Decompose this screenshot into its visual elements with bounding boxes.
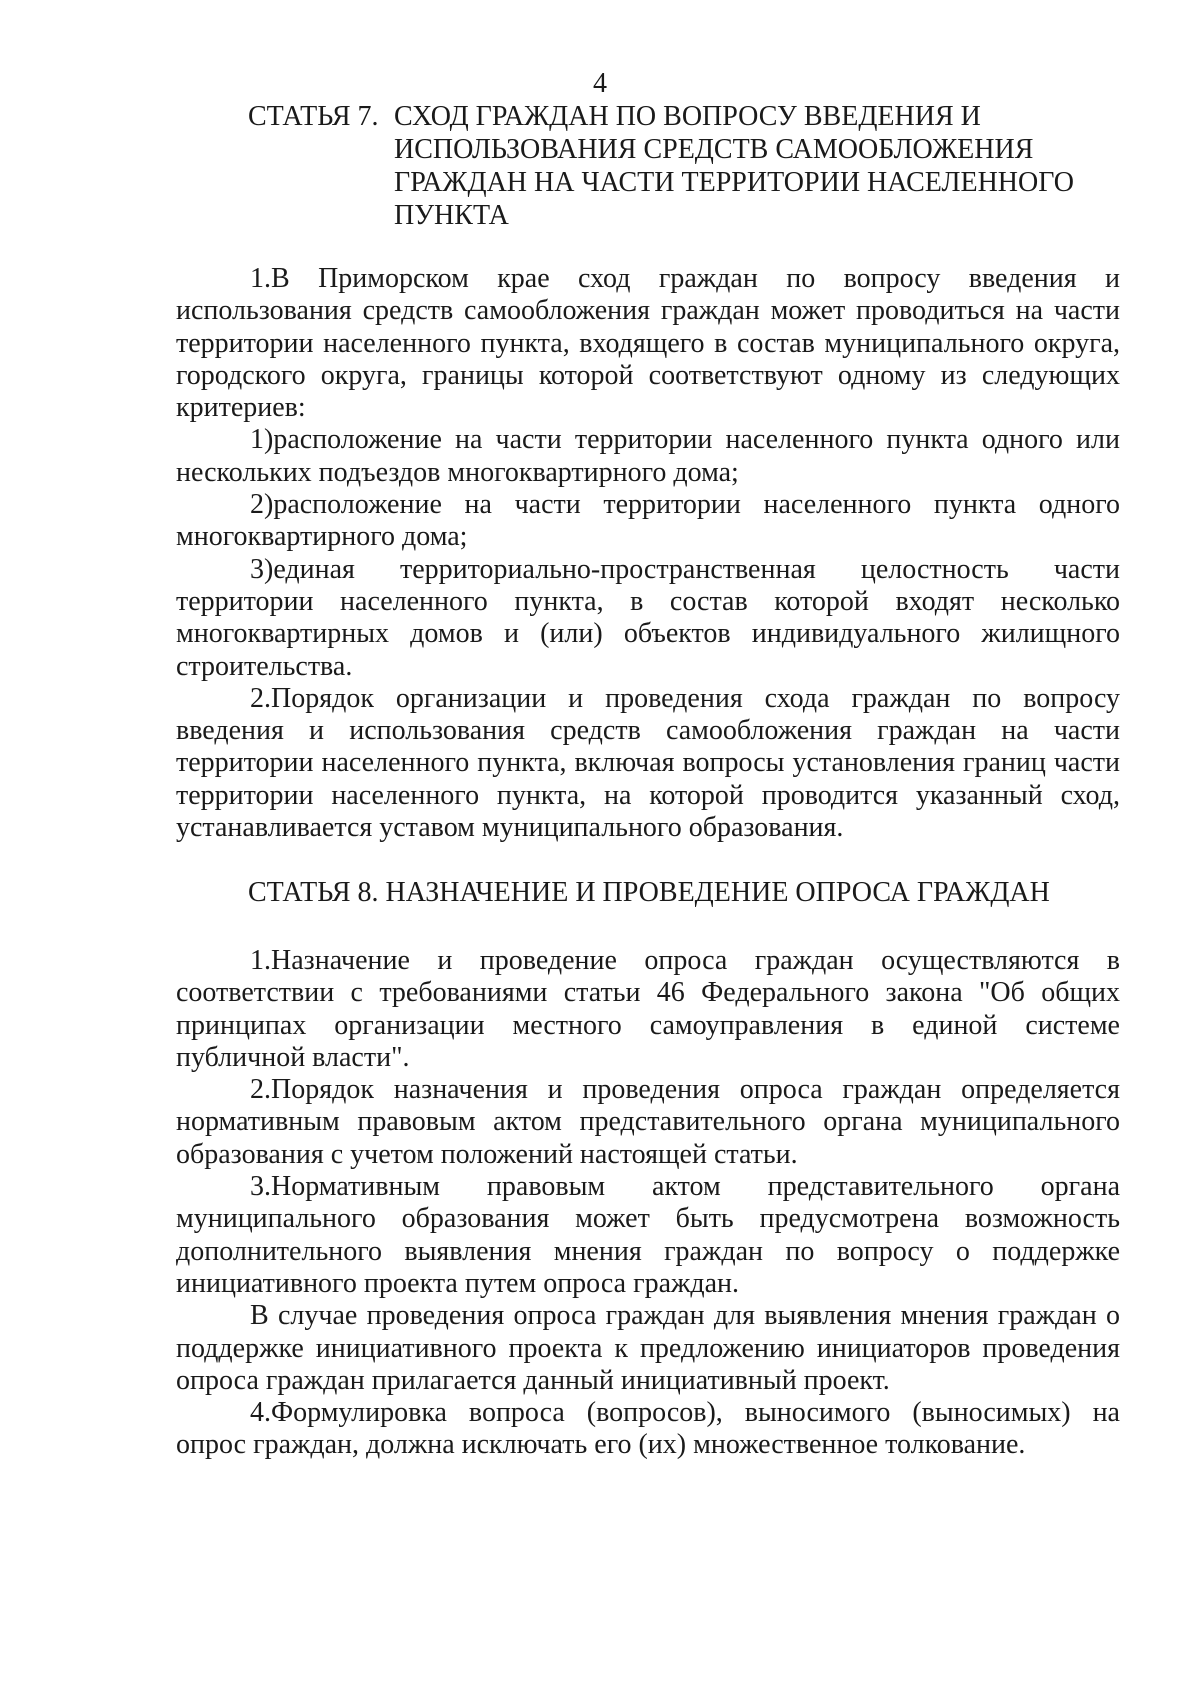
article-7-body xyxy=(176,263,1120,844)
page-number: 4 xyxy=(593,68,607,99)
article-7-label: СТАТЬЯ 7. xyxy=(248,101,379,132)
article-7-paragraph-2: 1)расположение на части территории населенного пункта одного или нескольких подъездов многоквартирного дома; xyxy=(176,424,1120,488)
article-8-heading xyxy=(248,876,1128,909)
article-8-body xyxy=(176,945,1120,1462)
article-8-paragraph-5: 4.Формулировка вопроса (вопросов), выносимого (выносимых) на опрос граждан, должна исключать его (их) множественное толкование. xyxy=(176,1397,1120,1461)
article-7-paragraph-1: 1.В Приморском крае сход граждан по вопросу введения и использования средств самообложения граждан может проводиться на части территории населенного пункта, входящего в состав муниципального округа, городского округа, границы которой соответствуют одному из следующих критериев: xyxy=(176,263,1120,424)
article-7-paragraph-3: 2)расположение на части территории населенного пункта одного многоквартирного дома; xyxy=(176,489,1120,553)
article-7-title: СХОД ГРАЖДАН ПО ВОПРОСУ ВВЕДЕНИЯ И ИСПОЛЬЗОВАНИЯ СРЕДСТВ САМООБЛОЖЕНИЯ ГРАЖДАН НА ЧАСТИ ТЕРРИТОРИИ НАСЕЛЕННОГО ПУНКТА xyxy=(394,101,1074,231)
article-7-heading xyxy=(248,100,1128,232)
article-8-title: НАЗНАЧЕНИЕ И ПРОВЕДЕНИЕ ОПРОСА ГРАЖДАН xyxy=(385,877,1050,908)
article-8-paragraph-2: 2.Порядок назначения и проведения опроса граждан определяется нормативным правовым актом представительного органа муниципального образования с учетом положений настоящей статьи. xyxy=(176,1074,1120,1170)
article-7-paragraph-4: 3)единая территориально-пространственная целостность части территории населенного пункта, в состав которой входят несколько многоквартирных домов и (или) объектов индивидуального жилищного строительства. xyxy=(176,553,1120,682)
article-7-paragraph-5: 2.Порядок организации и проведения схода граждан по вопросу введения и использования средств самообложения граждан на части территории населенного пункта, включая вопросы установления границ части территории населенного пункта, на которой проводится указанный сход, устанавливается уставом муниципального образования. xyxy=(176,682,1120,844)
article-8-paragraph-4: В случае проведения опроса граждан для выявления мнения граждан о поддержке инициативного проекта к предложению инициаторов проведения опроса граждан прилагается данный инициативный проект. xyxy=(176,1300,1120,1396)
article-8-label: СТАТЬЯ 8. xyxy=(248,877,379,908)
article-8-paragraph-1: 1.Назначение и проведение опроса граждан осуществляются в соответствии с требованиями статьи 46 Федерального закона "Об общих принципах организации местного самоуправления в единой системе публичной власти". xyxy=(176,945,1120,1073)
article-8-paragraph-3: 3.Нормативным правовым актом представительного органа муниципального образования может быть предусмотрена возможность дополнительного выявления мнения граждан по вопросу о поддержке инициативного проекта путем опроса граждан. xyxy=(176,1171,1120,1299)
